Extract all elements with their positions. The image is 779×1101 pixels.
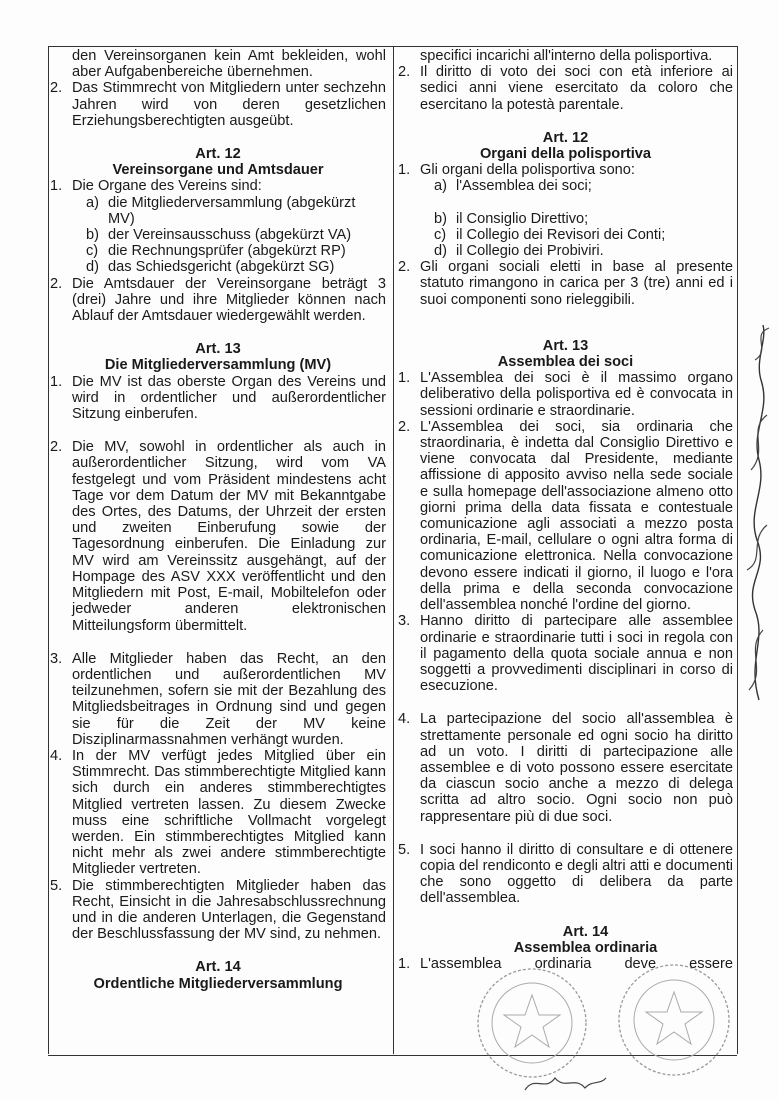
sub-item-letter: d) xyxy=(86,259,99,276)
item-text: Hanno diritto di partecipare alle assemblee ordinarie e straordinarie tutti i soci in regola con il pagamento della quota sociale annua e non soggetti a provvedimenti disciplinari in corso di esecuzione. xyxy=(420,613,733,695)
list-item xyxy=(50,276,386,325)
item-number: 3. xyxy=(50,650,63,667)
item-number: 1. xyxy=(398,955,411,972)
item-text: Die MV, sowohl in ordentlicher als auch in außerordentlicher Sitzung, wird vom VA festgelegt und vom Präsident mindestens acht Tage vor dem Datum der MV mit Bekanntgabe des Ortes, des Datums, der Uhrzeit der ersten und zweiten Einberufung sowie der Tagesordnung einberufen. Die Einladung zur MV wird am Vereinssitz ausgehängt, auf der Hompage des ASV XXX veröffentlicht und den Mitgliedern mit Post, E-mail, Mobiltelefon oder jedweder anderen elektronischen Mitteilungsform übermittelt. xyxy=(72,439,386,634)
article-title: Assemblea dei soci xyxy=(497,354,634,371)
sub-item xyxy=(50,227,386,243)
table-left-border xyxy=(48,46,49,1054)
sub-item xyxy=(50,259,386,275)
sub-item-text: il Collegio dei Probiviri. xyxy=(456,243,604,260)
article-number: Art. 12 xyxy=(542,129,589,146)
sub-item-text: il Collegio dei Revisori dei Conti; xyxy=(456,226,666,243)
item-number: 2. xyxy=(398,259,411,276)
article-number: Art. 13 xyxy=(542,337,589,354)
item-number: 1. xyxy=(50,178,63,195)
sub-item-text: die Rechnungsprüfer (abgekürzt RP) xyxy=(108,243,346,260)
column-divider xyxy=(393,46,394,1054)
sub-item-letter: c) xyxy=(86,243,99,260)
sub-item-letter: d) xyxy=(434,243,447,260)
item-number: 5. xyxy=(398,841,411,858)
sub-item-text: l'Assemblea dei soci; xyxy=(456,178,592,195)
item-text: L'Assemblea dei soci, sia ordinaria che straordinaria, è indetta dal Consiglio Direttivo e viene convocata dal Presidente, mediante affissione di apposito avviso nella sede sociale e sulla homepage dell'associazione almeno otto giorni prima della data fissata e contestuale comunicazione agli associati a mezzo posta ordinaria, E-mail, cellulare o ogni altra forma di comunicazione elettronica. Nella convocazione devono essere indicati il giorno, il luogo e l'ora della prima e della seconda convocazione dell'assemblea nonché l'ordine del giorno. xyxy=(420,418,733,614)
list-item xyxy=(398,259,733,308)
item-number: 4. xyxy=(50,747,63,764)
article-number: Art. 14 xyxy=(562,923,609,940)
list-item xyxy=(50,878,386,943)
item-text: Il diritto di voto dei soci con età inferiore ai sedici anni viene esercitato da coloro che esercitano la potestà parentale. xyxy=(420,64,733,113)
list-item xyxy=(398,64,733,113)
list-item xyxy=(398,162,733,178)
handwritten-signature xyxy=(739,320,779,710)
notary-signature xyxy=(520,1070,610,1095)
item-text: Die MV ist das oberste Organ des Vereins und wird in ordentlicher und außerordentlicher Sitzung einberufen. xyxy=(72,373,386,423)
item-text: I soci hanno il diritto di consultare e di ottenere copia del rendiconto e degli altri atti e documenti che sono oggetto di delibera da parte dell'assemblea. xyxy=(420,841,733,907)
list-item xyxy=(50,374,386,423)
item-text: Gli organi della polisportiva sono: xyxy=(420,162,635,179)
list-item xyxy=(398,956,733,972)
sub-item-text: der Vereinsausschuss (abgekürzt VA) xyxy=(108,227,352,244)
notary-seal-right xyxy=(612,962,737,1080)
article-title: Vereinsorgane und Amtsdauer xyxy=(112,162,324,179)
list-item xyxy=(398,419,733,613)
sub-item xyxy=(50,243,386,259)
list-item xyxy=(398,711,733,824)
list-item xyxy=(398,370,733,419)
item-number: 2. xyxy=(50,275,63,292)
article-title: Assemblea ordinaria xyxy=(513,939,658,956)
item-text: L'Assemblea dei soci è il massimo organo deliberativo della polisportiva ed è convocata in sessioni ordinarie e straordinarie. xyxy=(420,370,733,419)
article-number: Art. 13 xyxy=(195,341,241,358)
item-text: Alle Mitglieder haben das Recht, an den ordentlichen und außerordentlichen MV teilzunehmen, sofern sie mit der Bezahlung des Mitgliedsbeitrages in Ordnung sind und gegen sie für die Zeit der MV keine Disziplinarmassnahmen verhängt wurden. xyxy=(72,650,386,748)
sub-item xyxy=(50,195,386,227)
article-number: Art. 14 xyxy=(195,959,241,976)
list-item xyxy=(398,842,733,907)
item-text: La partecipazione del socio all'assemblea è strettamente personale ed ogni socio ha diritto ad un voto. I diritti di partecipazione alle assemblee e di voto possono essere esercitate da ciascun socio anche a mezzo di delega scritta ad altro socio. Ogni socio non può rappresentare più di due soci. xyxy=(420,711,733,825)
sub-item-text: die Mitgliederversammlung (abgekürzt MV) xyxy=(108,194,356,227)
item-text: Das Stimmrecht von Mitgliedern unter sechzehn Jahren wird von deren gesetzlichen Erziehungsberechtigten ausgeübt. xyxy=(72,80,386,129)
article-title: Ordentliche Mitgliederversammlung xyxy=(93,975,343,992)
item-text: In der MV verfügt jedes Mitglied über ein Stimmrecht. Das stimmberechtigte Mitglied kann sich durch ein anderes stimmberechtigtes Mitglied vertreten lassen. Zu diesem Zwecke muss eine schriftliche Vollmacht vorgelegt werden. Ein stimmberechtigtes Mitglied kann nicht mehr als zwei andere stimmberechtigte Mitglieder vertreten. xyxy=(72,747,386,878)
item-number: 1. xyxy=(398,162,411,179)
item-number: 3. xyxy=(398,613,411,630)
item-number: 1. xyxy=(398,370,411,387)
continued-paragraph: den Vereinsorganen kein Amt bekleiden, wohl aber Aufgabenbereiche übernehmen. xyxy=(72,48,386,81)
sub-item-letter: c) xyxy=(434,226,447,243)
notary-seal-left xyxy=(472,965,592,1083)
article-title: Organi della polisportiva xyxy=(479,146,652,163)
sub-item xyxy=(398,243,733,259)
sub-item-letter: a) xyxy=(434,178,447,195)
item-number: 2. xyxy=(50,439,63,456)
item-number: 5. xyxy=(50,877,63,894)
sub-item-letter: b) xyxy=(86,227,99,244)
item-number: 2. xyxy=(50,80,63,97)
list-item xyxy=(50,651,386,748)
sub-item xyxy=(398,211,733,227)
german-column xyxy=(50,48,386,992)
italian-column xyxy=(398,48,733,972)
list-item xyxy=(50,748,386,878)
sub-item xyxy=(398,227,733,243)
sub-item-letter: b) xyxy=(434,210,447,227)
list-item xyxy=(50,80,386,129)
list-item xyxy=(398,613,733,694)
continued-paragraph: specifici incarichi all'interno della polisportiva. xyxy=(420,48,713,64)
sub-item-text: das Schiedsgericht (abgekürzt SG) xyxy=(108,259,335,276)
item-text: Gli organi sociali eletti in base al presente statuto rimangono in carica per 3 (tre) anni ed i suoi componenti sono rieleggibili. xyxy=(420,259,733,308)
item-number: 2. xyxy=(398,64,411,81)
item-number: 1. xyxy=(50,373,63,390)
list-item xyxy=(50,439,386,633)
item-text: Die Organe des Vereins sind: xyxy=(72,178,262,195)
item-text: L'assemblea ordinaria deve essere xyxy=(420,955,733,972)
sub-item xyxy=(398,178,733,194)
article-number: Art. 12 xyxy=(195,146,241,163)
table-right-border xyxy=(737,46,738,1054)
item-number: 4. xyxy=(398,711,411,728)
list-item xyxy=(50,178,386,194)
item-text: Die Amtsdauer der Vereinsorgane beträgt 3 (drei) Jahre und ihre Mitglieder können nach Ablauf der Amtsdauer wiedergewählt werden. xyxy=(72,275,386,325)
article-title: Die Mitgliederversammlung (MV) xyxy=(104,357,332,374)
item-number: 2. xyxy=(398,418,411,435)
sub-item-text: il Consiglio Direttivo; xyxy=(456,210,589,227)
item-text: Die stimmberechtigten Mitglieder haben das Recht, Einsicht in die Jahresabschlussrechnung und in die anderen Unterlagen, die Gegenstand der Beschlussfassung der MV sind, zu nehmen. xyxy=(72,877,386,943)
sub-item-letter: a) xyxy=(86,194,99,211)
